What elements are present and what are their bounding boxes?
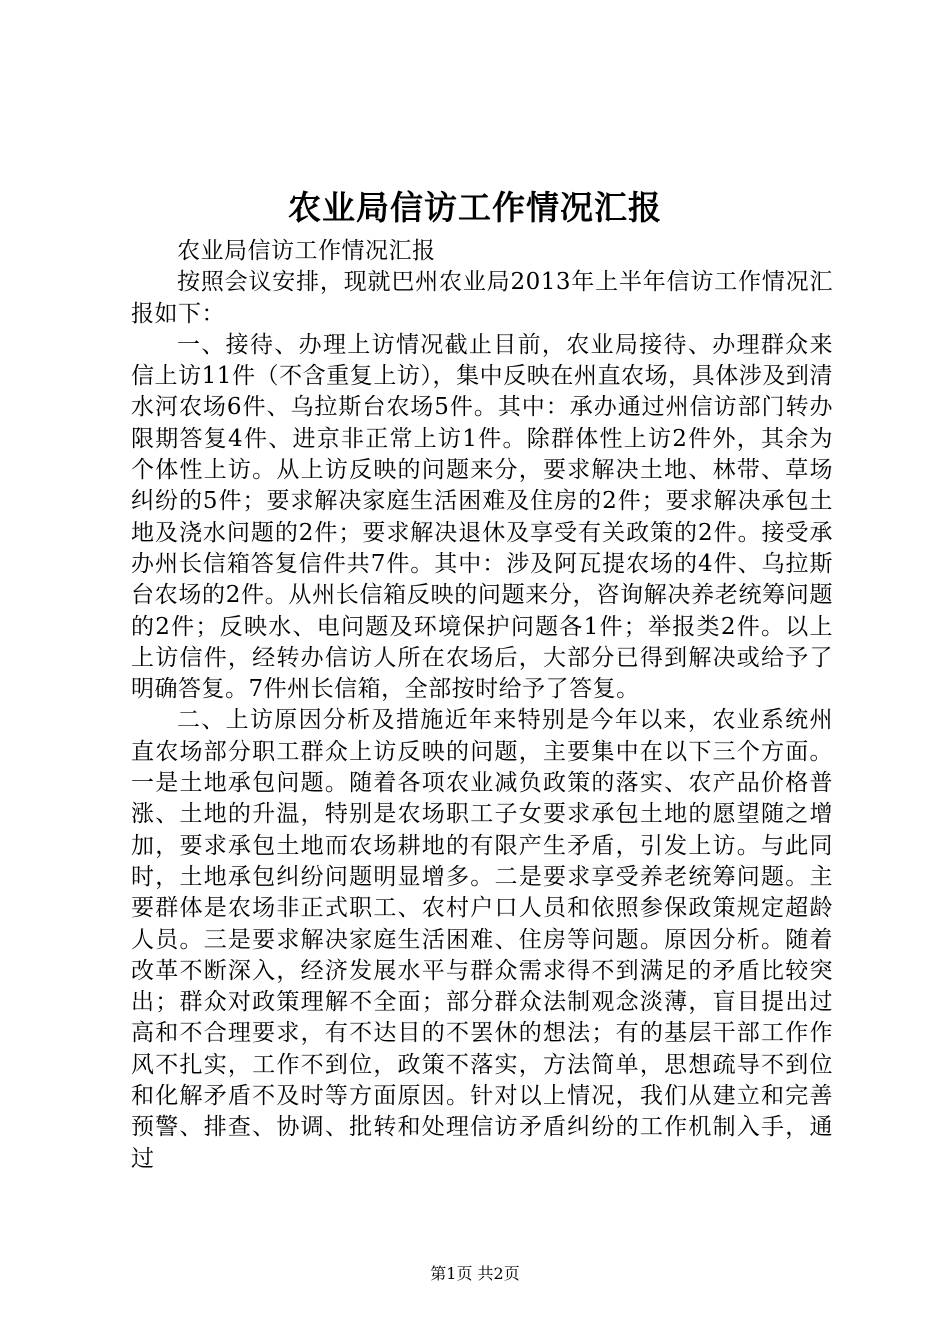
page-number-footer: 第1页 共2页	[430, 1264, 520, 1283]
document-body	[131, 236, 833, 1175]
paragraph-heading-repeat: 农业局信访工作情况汇报	[177, 238, 436, 264]
paragraph-intro: 按照会议安排，现就巴州农业局2013年上半年信访工作情况汇报如下：	[131, 269, 833, 327]
paragraph-section-two: 二、上访原因分析及措施近年来特别是今年以来，农业系统州直农场部分职工群众上访反映的问题，主要集中在以下三个方面。一是土地承包问题。随着各项农业减负政策的落实、农产品价格普涨、土地的升温，特别是农场职工子女要求承包土地的愿望随之增加，要求承包土地而农场耕地的有限产生矛盾，引发上访。与此同时，土地承包纠纷问题明显增多。二是要求享受养老统筹问题。主要群体是农场非正式职工、农村户口人员和依照参保政策规定超龄人员。三是要求解决家庭生活困难、住房等问题。原因分析。随着改革不断深入，经济发展水平与群众需求得不到满足的矛盾比较突出；群众对政策理解不全面；部分群众法制观念淡薄，盲目提出过高和不合理要求，有不达目的不罢休的想法；有的基层干部工作作风不扎实，工作不到位，政策不落实，方法简单，思想疏导不到位和化解矛盾不及时等方面原因。针对以上情况，我们从建立和完善预警、排查、协调、批转和处理信访矛盾纠纷的工作机制入手，通过	[131, 707, 833, 1172]
document-title: 农业局信访工作情况汇报	[288, 188, 662, 227]
paragraph-section-one: 一、接待、办理上访情况截止目前，农业局接待、办理群众来信上访11件（不含重复上访），集中反映在州直农场，具体涉及到清水河农场6件、乌拉斯台农场5件。其中：承办通过州信访部门转办限期答复4件、进京非正常上访1件。除群体性上访2件外，其余为个体性上访。从上访反映的问题来分，要求解决土地、林带、草场纠纷的5件；要求解决家庭生活困难及住房的2件；要求解决承包土地及浇水问题的2件；要求解决退休及享受有关政策的2件。接受承办州长信箱答复信件共7件。其中：涉及阿瓦提农场的4件、乌拉斯台农场的2件。从州长信箱反映的问题来分，咨询解决养老统筹问题的2件；反映水、电问题及环境保护问题各1件；举报类2件。以上上访信件，经转办信访人所在农场后，大部分已得到解决或给予了明确答复。7件州长信箱，全部按时给予了答复。	[131, 331, 833, 703]
